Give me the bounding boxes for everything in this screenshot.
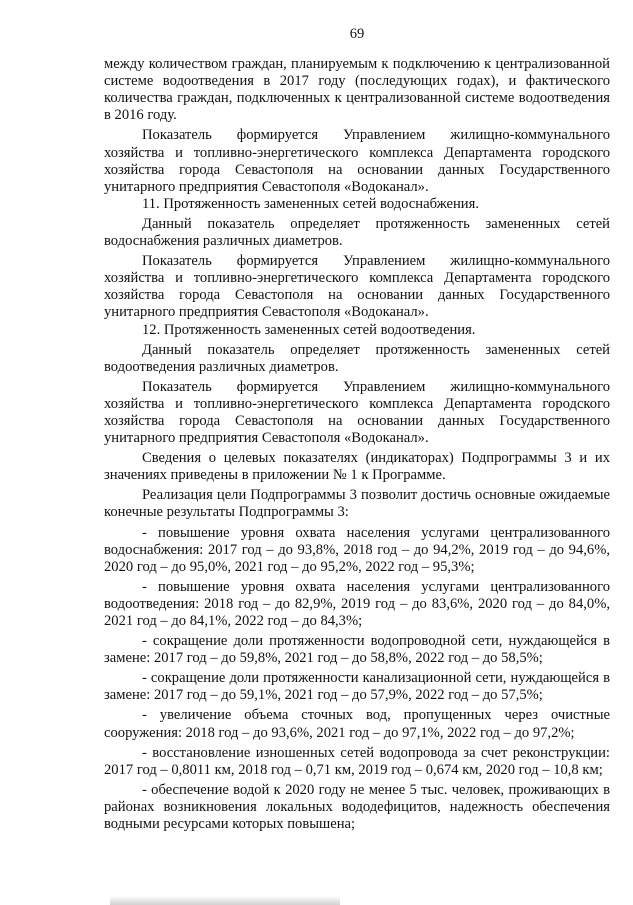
paragraph: Сведения о целевых показателях (индикаторах) Подпрограммы 3 и их значениях приведены в приложении № 1 к Программе. [104,450,610,484]
paragraph: 11. Протяженность замененных сетей водоснабжения. [142,195,479,212]
paragraph: Данный показатель определяет протяженность замененных сетей водоотведения различных диаметров. [104,341,610,375]
paragraph: - увеличение объема сточных вод, пропущенных через очистные сооружения: 2018 год – до 93,6%, 2021 год – до 97,1%, 2022 год – до 97,2%; [104,707,610,741]
paragraph: - повышение уровня охвата населения услугами централизованного водоотведения: 2018 год – до 82,9%, 2019 год – до 83,6%, 2020 год – до 84,0%, 2021 год – до 84,1%, 2022 год – до 84,3%; [104,578,610,629]
document-body [104,56,610,833]
paragraph: - повышение уровня охвата населения услугами централизованного водоснабжения: 2017 год – до 93,8%, 2018 год – до 94,2%, 2019 год – до 94,6%, 2020 год – до 95,0%, 2021 год – до 95,2%, 2022 год – 95,3%; [104,524,610,575]
paragraph: Данный показатель определяет протяженность замененных сетей водоснабжения различных диаметров. [104,215,610,250]
paragraph: - восстановление изношенных сетей водопровода за счет реконструкции: 2017 год – 0,8011 км, 2018 год – 0,71 км, 2019 год – 0,674 км, 2020 год – 10,8 км; [104,744,610,778]
paragraph: 12. Протяженность замененных сетей водоотведения. [142,321,476,338]
paragraph: Показатель формируется Управлением жилищно-коммунального хозяйства и топливно-энергетического комплекса Департамента городского хозяйства города Севастополя на основании данных Государственного унитарного предприятия Севастополя «Водоканал». [104,378,610,447]
paragraph: - сокращение доли протяженности канализационной сети, нуждающейся в замене: 2017 год – до 59,1%, 2021 год – до 57,9%, 2022 год – до 57,5%; [104,670,610,704]
paragraph: - обеспечение водой к 2020 году не менее 5 тыс. человек, проживающих в районах возникновения локальных вододефицитов, надежность обеспечения водными ресурсами которых повышена; [104,781,610,833]
paragraph: - сокращение доли протяженности водопроводной сети, нуждающейся в замене: 2017 год – до 59,8%, 2021 год – до 58,8%, 2022 год – до 58,5%; [104,633,610,667]
scan-edge-shadow [110,896,340,905]
paragraph: Показатель формируется Управлением жилищно-коммунального хозяйства и топливно-энергетического комплекса Департамента городского хозяйства города Севастополя на основании данных Государственного унитарного предприятия Севастополя «Водоканал». [104,127,610,195]
paragraph: между количеством граждан, планируемым к подключению к централизованной системе водоотведения в 2017 году (последующих годах), и фактического количества граждан, подключенных к централизованной системе водоотведения в 2016 году. [104,56,610,124]
document-page [104,26,610,833]
page-number: 69 [349,26,365,42]
paragraph: Показатель формируется Управлением жилищно-коммунального хозяйства и топливно-энергетического комплекса Департамента городского хозяйства города Севастополя на основании данных Государственного унитарного предприятия Севастополя «Водоканал». [104,253,610,321]
paragraph: Реализация цели Подпрограммы 3 позволит достичь основные ожидаемые конечные результаты Подпрограммы 3: [104,487,610,521]
